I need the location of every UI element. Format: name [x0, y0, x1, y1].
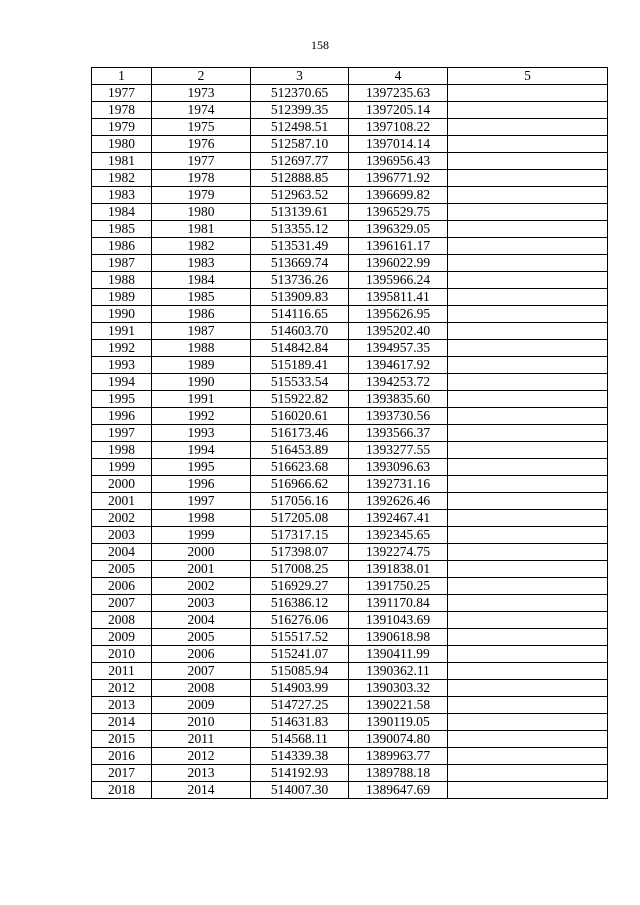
- note-cell: [448, 374, 608, 391]
- previous-number-cell: 1976: [152, 136, 251, 153]
- x-coordinate-cell: 513669.74: [251, 255, 349, 272]
- previous-number-cell: 1992: [152, 408, 251, 425]
- y-coordinate-cell: 1394253.72: [349, 374, 448, 391]
- note-cell: [448, 731, 608, 748]
- table-row: [92, 765, 608, 782]
- table-row: [92, 578, 608, 595]
- table-row: [92, 238, 608, 255]
- table-row: [92, 629, 608, 646]
- table-row: [92, 680, 608, 697]
- previous-number-cell: 1984: [152, 272, 251, 289]
- y-coordinate-cell: 1395202.40: [349, 323, 448, 340]
- table-row: [92, 510, 608, 527]
- table-row: [92, 204, 608, 221]
- x-coordinate-cell: 514631.83: [251, 714, 349, 731]
- x-coordinate-cell: 513139.61: [251, 204, 349, 221]
- point-number-cell: 2008: [92, 612, 152, 629]
- column-header-1: 1: [92, 68, 152, 85]
- table-row: [92, 306, 608, 323]
- x-coordinate-cell: 515533.54: [251, 374, 349, 391]
- point-number-cell: 2004: [92, 544, 152, 561]
- x-coordinate-cell: 516966.62: [251, 476, 349, 493]
- point-number-cell: 2000: [92, 476, 152, 493]
- point-number-cell: 2015: [92, 731, 152, 748]
- table-row: [92, 374, 608, 391]
- note-cell: [448, 136, 608, 153]
- coordinates-table: [91, 67, 608, 799]
- table-row: [92, 340, 608, 357]
- y-coordinate-cell: 1390362.11: [349, 663, 448, 680]
- previous-number-cell: 1979: [152, 187, 251, 204]
- y-coordinate-cell: 1396956.43: [349, 153, 448, 170]
- x-coordinate-cell: 516276.06: [251, 612, 349, 629]
- x-coordinate-cell: 512399.35: [251, 102, 349, 119]
- note-cell: [448, 102, 608, 119]
- y-coordinate-cell: 1390221.58: [349, 697, 448, 714]
- table-row: [92, 153, 608, 170]
- table-row: [92, 544, 608, 561]
- point-number-cell: 1990: [92, 306, 152, 323]
- note-cell: [448, 119, 608, 136]
- table-row: [92, 697, 608, 714]
- point-number-cell: 2002: [92, 510, 152, 527]
- point-number-cell: 1980: [92, 136, 152, 153]
- y-coordinate-cell: 1393096.63: [349, 459, 448, 476]
- point-number-cell: 1984: [92, 204, 152, 221]
- column-header-5: 5: [448, 68, 608, 85]
- point-number-cell: 1978: [92, 102, 152, 119]
- table-row: [92, 663, 608, 680]
- x-coordinate-cell: 516020.61: [251, 408, 349, 425]
- table-row: [92, 527, 608, 544]
- x-coordinate-cell: 515085.94: [251, 663, 349, 680]
- previous-number-cell: 1994: [152, 442, 251, 459]
- x-coordinate-cell: 512963.52: [251, 187, 349, 204]
- table-row: [92, 408, 608, 425]
- table-row: [92, 595, 608, 612]
- x-coordinate-cell: 515922.82: [251, 391, 349, 408]
- previous-number-cell: 1996: [152, 476, 251, 493]
- note-cell: [448, 306, 608, 323]
- y-coordinate-cell: 1392345.65: [349, 527, 448, 544]
- y-coordinate-cell: 1389788.18: [349, 765, 448, 782]
- table-row: [92, 731, 608, 748]
- previous-number-cell: 1973: [152, 85, 251, 102]
- point-number-cell: 1995: [92, 391, 152, 408]
- point-number-cell: 2018: [92, 782, 152, 799]
- previous-number-cell: 2009: [152, 697, 251, 714]
- previous-number-cell: 1997: [152, 493, 251, 510]
- y-coordinate-cell: 1391043.69: [349, 612, 448, 629]
- table-row: [92, 612, 608, 629]
- x-coordinate-cell: 513736.26: [251, 272, 349, 289]
- note-cell: [448, 782, 608, 799]
- y-coordinate-cell: 1392731.16: [349, 476, 448, 493]
- note-cell: [448, 221, 608, 238]
- y-coordinate-cell: 1393566.37: [349, 425, 448, 442]
- y-coordinate-cell: 1390411.99: [349, 646, 448, 663]
- y-coordinate-cell: 1392467.41: [349, 510, 448, 527]
- point-number-cell: 2001: [92, 493, 152, 510]
- previous-number-cell: 1978: [152, 170, 251, 187]
- previous-number-cell: 1993: [152, 425, 251, 442]
- y-coordinate-cell: 1396161.17: [349, 238, 448, 255]
- column-header-2: 2: [152, 68, 251, 85]
- previous-number-cell: 1989: [152, 357, 251, 374]
- previous-number-cell: 1990: [152, 374, 251, 391]
- note-cell: [448, 255, 608, 272]
- note-cell: [448, 272, 608, 289]
- table-row: [92, 493, 608, 510]
- table-row: [92, 425, 608, 442]
- table-row: [92, 272, 608, 289]
- y-coordinate-cell: 1395811.41: [349, 289, 448, 306]
- note-cell: [448, 170, 608, 187]
- x-coordinate-cell: 517398.07: [251, 544, 349, 561]
- previous-number-cell: 2012: [152, 748, 251, 765]
- table-row: [92, 221, 608, 238]
- previous-number-cell: 1983: [152, 255, 251, 272]
- point-number-cell: 1982: [92, 170, 152, 187]
- note-cell: [448, 204, 608, 221]
- x-coordinate-cell: 515241.07: [251, 646, 349, 663]
- x-coordinate-cell: 516173.46: [251, 425, 349, 442]
- x-coordinate-cell: 516929.27: [251, 578, 349, 595]
- point-number-cell: 1981: [92, 153, 152, 170]
- x-coordinate-cell: 516386.12: [251, 595, 349, 612]
- point-number-cell: 1998: [92, 442, 152, 459]
- note-cell: [448, 476, 608, 493]
- previous-number-cell: 1987: [152, 323, 251, 340]
- table-row: [92, 561, 608, 578]
- previous-number-cell: 1980: [152, 204, 251, 221]
- note-cell: [448, 408, 608, 425]
- y-coordinate-cell: 1392274.75: [349, 544, 448, 561]
- note-cell: [448, 323, 608, 340]
- y-coordinate-cell: 1391170.84: [349, 595, 448, 612]
- x-coordinate-cell: 515517.52: [251, 629, 349, 646]
- previous-number-cell: 1985: [152, 289, 251, 306]
- y-coordinate-cell: 1391750.25: [349, 578, 448, 595]
- y-coordinate-cell: 1392626.46: [349, 493, 448, 510]
- y-coordinate-cell: 1395966.24: [349, 272, 448, 289]
- point-number-cell: 1992: [92, 340, 152, 357]
- previous-number-cell: 2001: [152, 561, 251, 578]
- point-number-cell: 2014: [92, 714, 152, 731]
- y-coordinate-cell: 1394957.35: [349, 340, 448, 357]
- note-cell: [448, 663, 608, 680]
- table-row: [92, 748, 608, 765]
- table-row: [92, 187, 608, 204]
- table-row: [92, 357, 608, 374]
- x-coordinate-cell: 514903.99: [251, 680, 349, 697]
- previous-number-cell: 2003: [152, 595, 251, 612]
- x-coordinate-cell: 514192.93: [251, 765, 349, 782]
- x-coordinate-cell: 514727.25: [251, 697, 349, 714]
- y-coordinate-cell: 1393730.56: [349, 408, 448, 425]
- table-row: [92, 476, 608, 493]
- previous-number-cell: 1988: [152, 340, 251, 357]
- note-cell: [448, 340, 608, 357]
- point-number-cell: 2016: [92, 748, 152, 765]
- y-coordinate-cell: 1397235.63: [349, 85, 448, 102]
- y-coordinate-cell: 1397205.14: [349, 102, 448, 119]
- point-number-cell: 1989: [92, 289, 152, 306]
- x-coordinate-cell: 514568.11: [251, 731, 349, 748]
- x-coordinate-cell: 512697.77: [251, 153, 349, 170]
- y-coordinate-cell: 1389963.77: [349, 748, 448, 765]
- y-coordinate-cell: 1397014.14: [349, 136, 448, 153]
- column-header-3: 3: [251, 68, 349, 85]
- point-number-cell: 1987: [92, 255, 152, 272]
- note-cell: [448, 357, 608, 374]
- previous-number-cell: 1981: [152, 221, 251, 238]
- y-coordinate-cell: 1390303.32: [349, 680, 448, 697]
- point-number-cell: 1983: [92, 187, 152, 204]
- point-number-cell: 1985: [92, 221, 152, 238]
- x-coordinate-cell: 514339.38: [251, 748, 349, 765]
- note-cell: [448, 527, 608, 544]
- previous-number-cell: 1977: [152, 153, 251, 170]
- table-body: [92, 85, 608, 799]
- x-coordinate-cell: 514603.70: [251, 323, 349, 340]
- x-coordinate-cell: 516623.68: [251, 459, 349, 476]
- note-cell: [448, 544, 608, 561]
- previous-number-cell: 2010: [152, 714, 251, 731]
- page-number: 158: [311, 38, 329, 52]
- note-cell: [448, 442, 608, 459]
- point-number-cell: 1993: [92, 357, 152, 374]
- previous-number-cell: 2006: [152, 646, 251, 663]
- y-coordinate-cell: 1389647.69: [349, 782, 448, 799]
- x-coordinate-cell: 514842.84: [251, 340, 349, 357]
- note-cell: [448, 578, 608, 595]
- previous-number-cell: 1975: [152, 119, 251, 136]
- note-cell: [448, 629, 608, 646]
- point-number-cell: 1979: [92, 119, 152, 136]
- previous-number-cell: 1974: [152, 102, 251, 119]
- x-coordinate-cell: 517205.08: [251, 510, 349, 527]
- previous-number-cell: 1998: [152, 510, 251, 527]
- table-row: [92, 714, 608, 731]
- table-row: [92, 170, 608, 187]
- point-number-cell: 1977: [92, 85, 152, 102]
- previous-number-cell: 2014: [152, 782, 251, 799]
- x-coordinate-cell: 513355.12: [251, 221, 349, 238]
- note-cell: [448, 714, 608, 731]
- note-cell: [448, 510, 608, 527]
- y-coordinate-cell: 1393835.60: [349, 391, 448, 408]
- point-number-cell: 1986: [92, 238, 152, 255]
- previous-number-cell: 1991: [152, 391, 251, 408]
- note-cell: [448, 680, 608, 697]
- point-number-cell: 1996: [92, 408, 152, 425]
- point-number-cell: 2010: [92, 646, 152, 663]
- previous-number-cell: 2007: [152, 663, 251, 680]
- previous-number-cell: 2013: [152, 765, 251, 782]
- table-row: [92, 119, 608, 136]
- note-cell: [448, 612, 608, 629]
- y-coordinate-cell: 1395626.95: [349, 306, 448, 323]
- table-row: [92, 102, 608, 119]
- note-cell: [448, 748, 608, 765]
- y-coordinate-cell: 1396529.75: [349, 204, 448, 221]
- point-number-cell: 1994: [92, 374, 152, 391]
- previous-number-cell: 1986: [152, 306, 251, 323]
- note-cell: [448, 765, 608, 782]
- point-number-cell: 1999: [92, 459, 152, 476]
- previous-number-cell: 1982: [152, 238, 251, 255]
- x-coordinate-cell: 517317.15: [251, 527, 349, 544]
- x-coordinate-cell: 513909.83: [251, 289, 349, 306]
- y-coordinate-cell: 1393277.55: [349, 442, 448, 459]
- y-coordinate-cell: 1390074.80: [349, 731, 448, 748]
- x-coordinate-cell: 512498.51: [251, 119, 349, 136]
- point-number-cell: 1988: [92, 272, 152, 289]
- note-cell: [448, 85, 608, 102]
- y-coordinate-cell: 1396771.92: [349, 170, 448, 187]
- y-coordinate-cell: 1394617.92: [349, 357, 448, 374]
- note-cell: [448, 391, 608, 408]
- note-cell: [448, 595, 608, 612]
- point-number-cell: 2013: [92, 697, 152, 714]
- x-coordinate-cell: 515189.41: [251, 357, 349, 374]
- y-coordinate-cell: 1390618.98: [349, 629, 448, 646]
- x-coordinate-cell: 512888.85: [251, 170, 349, 187]
- x-coordinate-cell: 514007.30: [251, 782, 349, 799]
- x-coordinate-cell: 512587.10: [251, 136, 349, 153]
- note-cell: [448, 561, 608, 578]
- previous-number-cell: 1999: [152, 527, 251, 544]
- y-coordinate-cell: 1396329.05: [349, 221, 448, 238]
- table-row: [92, 255, 608, 272]
- previous-number-cell: 2008: [152, 680, 251, 697]
- point-number-cell: 1997: [92, 425, 152, 442]
- table-row: [92, 442, 608, 459]
- y-coordinate-cell: 1396022.99: [349, 255, 448, 272]
- previous-number-cell: 2000: [152, 544, 251, 561]
- x-coordinate-cell: 513531.49: [251, 238, 349, 255]
- x-coordinate-cell: 517056.16: [251, 493, 349, 510]
- table-row: [92, 136, 608, 153]
- note-cell: [448, 289, 608, 306]
- point-number-cell: 2009: [92, 629, 152, 646]
- previous-number-cell: 2011: [152, 731, 251, 748]
- previous-number-cell: 2004: [152, 612, 251, 629]
- note-cell: [448, 425, 608, 442]
- point-number-cell: 2005: [92, 561, 152, 578]
- column-header-4: 4: [349, 68, 448, 85]
- table-row: [92, 782, 608, 799]
- point-number-cell: 2017: [92, 765, 152, 782]
- note-cell: [448, 238, 608, 255]
- table-header-row: [92, 68, 608, 85]
- note-cell: [448, 459, 608, 476]
- point-number-cell: 1991: [92, 323, 152, 340]
- previous-number-cell: 2005: [152, 629, 251, 646]
- point-number-cell: 2006: [92, 578, 152, 595]
- y-coordinate-cell: 1391838.01: [349, 561, 448, 578]
- y-coordinate-cell: 1397108.22: [349, 119, 448, 136]
- x-coordinate-cell: 517008.25: [251, 561, 349, 578]
- point-number-cell: 2011: [92, 663, 152, 680]
- point-number-cell: 2012: [92, 680, 152, 697]
- y-coordinate-cell: 1390119.05: [349, 714, 448, 731]
- table-row: [92, 289, 608, 306]
- table-row: [92, 323, 608, 340]
- table-row: [92, 391, 608, 408]
- x-coordinate-cell: 514116.65: [251, 306, 349, 323]
- previous-number-cell: 1995: [152, 459, 251, 476]
- note-cell: [448, 153, 608, 170]
- note-cell: [448, 697, 608, 714]
- table-row: [92, 646, 608, 663]
- note-cell: [448, 646, 608, 663]
- x-coordinate-cell: 516453.89: [251, 442, 349, 459]
- note-cell: [448, 187, 608, 204]
- previous-number-cell: 2002: [152, 578, 251, 595]
- point-number-cell: 2003: [92, 527, 152, 544]
- table-row: [92, 85, 608, 102]
- table-row: [92, 459, 608, 476]
- y-coordinate-cell: 1396699.82: [349, 187, 448, 204]
- x-coordinate-cell: 512370.65: [251, 85, 349, 102]
- note-cell: [448, 493, 608, 510]
- point-number-cell: 2007: [92, 595, 152, 612]
